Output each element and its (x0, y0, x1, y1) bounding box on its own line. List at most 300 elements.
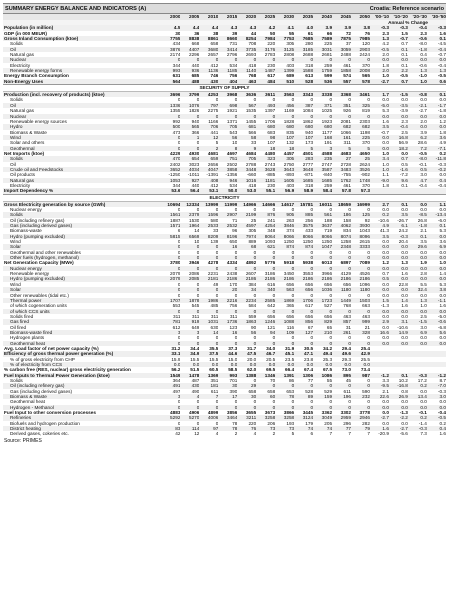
cell-value: 17.2 (417, 378, 427, 383)
cell-value: 22.8 (398, 281, 408, 287)
cell-value: 0 (348, 207, 352, 212)
cell-value: 311 (343, 140, 352, 146)
cell-value: 186 (332, 212, 351, 217)
cell-value: 46.7 (256, 351, 275, 356)
cell-value: 0.0 (180, 362, 199, 367)
cell-value: 0 (313, 57, 332, 62)
cell-value: 1.0 (420, 303, 427, 309)
cell-value: 3258 (275, 415, 294, 420)
cell-value: 0.1 (408, 234, 427, 239)
cell-value: 15.5 (190, 356, 200, 362)
cell-value: 0 (272, 292, 276, 298)
cell-value: 751 (218, 156, 237, 161)
cell-value: 0.0 (420, 292, 427, 298)
cell-value: 4 (215, 431, 219, 437)
cell-value: 58.9 (294, 188, 313, 194)
cell-value: 50.0 (218, 188, 237, 194)
cell-value: -0.1 (418, 410, 427, 416)
cell-value: 3563 (275, 92, 294, 98)
row-label: Oil (3, 47, 162, 52)
cell-value: 0 (332, 383, 351, 388)
cell-value: 2186 (275, 276, 294, 281)
cell-value: 67 (307, 324, 314, 330)
cell-value: 109 (275, 330, 294, 335)
cell-value: 0 (291, 207, 295, 212)
cell-value: 0 (272, 249, 276, 255)
cell-value: 0.0 (427, 405, 446, 410)
cell-value: 2086 (188, 271, 200, 277)
cell-value: 534 (229, 62, 238, 68)
cell-value: 1198 (359, 129, 370, 135)
cell-value: 3680 (199, 47, 218, 52)
cell-value: 0 (275, 309, 294, 314)
cell-value: 3.4 (370, 156, 389, 161)
cell-value: 2296 (188, 52, 200, 58)
cell-value: 0.0 (382, 292, 389, 298)
cell-value: 351 (332, 103, 351, 108)
cell-value: 0 (294, 57, 313, 62)
cell-value: 7985 (351, 36, 370, 41)
cell-value: 92 (364, 217, 370, 223)
cell-value: 0.0 (382, 399, 389, 405)
cell-value: 0.7 (389, 79, 408, 85)
cell-value: 89 (294, 394, 313, 399)
cell-value: 1487 (256, 68, 275, 73)
cell-value: 1862 (302, 118, 314, 124)
cell-value: 2.8 (420, 271, 427, 277)
cell-value: 993 (162, 68, 181, 73)
cell-value: 344 (172, 182, 181, 188)
cell-value: 0.0 (401, 399, 408, 405)
cell-value: 1828 (283, 118, 295, 124)
cell-value: 580 (210, 217, 219, 223)
cell-value: 4899 (207, 410, 219, 416)
cell-value: 0.0 (439, 172, 446, 178)
cell-value: 430 (199, 79, 218, 85)
cell-value: 34.4 (190, 345, 200, 351)
cell-value: -1250 (168, 172, 181, 178)
cell-value: 193 (286, 420, 295, 426)
cell-value: 2186 (237, 276, 256, 281)
cell-value: 2 (234, 431, 238, 437)
cell-value: 1 (180, 135, 199, 140)
row-label: Geothermal heat (3, 341, 162, 346)
cell-value: 2693 (245, 52, 257, 58)
cell-value: 0.0 (332, 362, 351, 367)
row-label: Nuclear energy (3, 266, 162, 271)
cell-value: -0.3 (408, 373, 427, 378)
cell-value: 25 (351, 156, 370, 161)
cell-value: 73 (256, 426, 275, 431)
cell-value: 0.0 (439, 399, 446, 405)
cell-value: 408 (199, 178, 218, 183)
cell-value: -660 (246, 172, 257, 178)
cell-value: 1.9 (420, 260, 427, 266)
cell-value: 3023 (188, 161, 200, 167)
cell-value: 0.0 (389, 341, 408, 346)
cell-value: 0.0 (382, 207, 389, 212)
cell-value: 7974 (237, 234, 256, 239)
cell-value: 1016 (237, 178, 256, 183)
row-label: Wind (10, 239, 21, 245)
cell-value: 1.3 (401, 260, 408, 266)
column-header: '20-'30 (408, 14, 427, 20)
cell-value: 0 (313, 405, 332, 410)
cell-value: 654 (180, 156, 199, 161)
cell-value: 2796 (226, 52, 238, 58)
cell-value: 36 (194, 30, 200, 36)
cell-value: 701 (229, 378, 238, 383)
cell-value: 0.0 (370, 309, 389, 314)
cell-value: 0 (351, 266, 370, 271)
cell-value: 1923 (321, 118, 333, 124)
cell-value: -0.7 (380, 129, 389, 135)
column-header: 2040 (313, 14, 332, 20)
cell-value: 0.0 (294, 362, 313, 367)
cell-value: 76 (237, 426, 256, 431)
cell-value: 0.0 (408, 276, 427, 281)
cell-value: 0 (291, 292, 295, 298)
row-label: Renewable energy (10, 271, 50, 277)
cell-value: 0 (199, 57, 218, 62)
cell-value: 8.7 (439, 378, 446, 383)
energy-balance-table (3, 14, 446, 437)
cell-value: 680 (294, 124, 313, 129)
cell-value: 0 (199, 266, 218, 271)
cell-value: 430 (180, 383, 199, 388)
row-label: Geothermal heat (10, 399, 45, 405)
cell-value: 14666 (256, 201, 275, 207)
cell-value: 527 (324, 303, 333, 309)
cell-value: 0.0 (382, 239, 389, 245)
cell-value: 0.4 (427, 178, 446, 183)
row-label: % of gross electricity from CHP (10, 356, 75, 362)
cell-value: 31.9 (285, 345, 295, 351)
cell-value: 0 (367, 378, 370, 383)
cell-value: 4.7 (408, 178, 427, 183)
cell-value: 2.1 (420, 228, 427, 234)
cell-value: 0 (177, 140, 181, 146)
row-label: Efficiency of gross thermal power generation (%) (3, 351, 162, 356)
cell-value: 3414 (218, 47, 237, 52)
cell-value: 612 (172, 324, 181, 330)
row-label: Hydro (3, 124, 162, 129)
cell-value: 2186 (351, 276, 370, 281)
cell-value: 86 (288, 378, 295, 383)
cell-value: 0.4 (427, 426, 446, 431)
cell-value: 1.3 (408, 298, 427, 303)
cell-value: 0.0 (370, 405, 389, 410)
cell-value: 993 (218, 373, 237, 378)
cell-value: 0.0 (401, 420, 408, 426)
cell-value: 768 (248, 73, 257, 79)
cell-value: 0.2 (408, 383, 427, 388)
cell-value: 6897 (340, 260, 352, 266)
cell-value: 13.4 (408, 394, 427, 399)
cell-value: 0 (196, 420, 200, 426)
cell-value: -0.3 (437, 388, 446, 394)
cell-value: 0 (162, 114, 181, 119)
cell-value: 3930 (351, 223, 370, 228)
cell-value: 557 (332, 79, 351, 85)
cell-value: 90 (251, 324, 257, 330)
cell-value: 0.0 (427, 309, 446, 314)
cell-value: -6.8 (437, 324, 446, 330)
cell-value: -2.2 (389, 415, 408, 420)
cell-value: 0.0 (382, 420, 389, 426)
cell-value: 3628 (256, 167, 275, 172)
cell-value: 3575 (294, 223, 313, 228)
cell-value: 0 (275, 405, 294, 410)
cell-value: 30 (175, 30, 181, 36)
cell-value: 4.5 (162, 25, 181, 30)
cell-value: -5.0 (370, 103, 389, 108)
cell-value: -0.3 (427, 25, 446, 30)
cell-value: 461 (343, 62, 352, 68)
cell-value: 107 (294, 135, 313, 140)
cell-value: 16.8 (389, 135, 408, 140)
cell-value: 6.2 (408, 135, 427, 140)
cell-value: 0.0 (199, 362, 218, 367)
cell-value: 0 (351, 405, 370, 410)
cell-value: 4334 (226, 260, 238, 266)
cell-value: 29.3 (341, 356, 352, 362)
cell-value: 7 (329, 431, 333, 437)
cell-value: 611 (210, 388, 219, 394)
cell-value: 28.6 (417, 140, 427, 146)
cell-value: 1.4 (439, 271, 446, 277)
cell-value: -26.7 (397, 217, 408, 223)
cell-value: -0.5 (427, 415, 446, 420)
cell-value: 3.9 (420, 129, 427, 135)
cell-value: 37.3 (228, 345, 238, 351)
cell-value: 2488 (340, 52, 352, 58)
cell-value: 584 (248, 303, 257, 309)
cell-value: 7.3 (420, 431, 427, 437)
cell-value: -20.9 (378, 431, 389, 437)
cell-value: 746 (210, 73, 219, 79)
cell-value: -1.5 (408, 319, 427, 324)
cell-value: 78 (218, 426, 237, 431)
row-label: Hydrogen - Methanol (3, 405, 162, 410)
cell-value: -0.5 (370, 47, 389, 52)
cell-value: 0 (196, 399, 200, 405)
cell-value: 3648 (294, 167, 313, 172)
cell-value: 835 (286, 129, 295, 135)
cell-value: 181 (199, 383, 218, 388)
cell-value: 1336 (162, 103, 181, 108)
row-label: Nuclear energy (10, 207, 42, 212)
cell-value: 0 (218, 114, 237, 119)
cell-value: 656 (324, 281, 333, 287)
row-label: Solar (3, 244, 162, 249)
cell-value: 318 (305, 62, 314, 68)
cell-value: -0.5 (418, 150, 427, 156)
cell-value: 1.0 (382, 161, 389, 167)
cell-value: -1.7 (427, 103, 446, 108)
cell-value: 230 (267, 182, 276, 188)
cell-value: 3186 (264, 271, 276, 277)
cell-value: 0.0 (382, 313, 389, 319)
cell-value: -1.4 (418, 420, 427, 426)
cell-value: -2.1 (408, 103, 427, 108)
cell-value: 220 (267, 41, 276, 47)
cell-value: 56.9 (398, 140, 408, 146)
cell-value: 1.6 (439, 30, 446, 36)
cell-value: 0.0 (389, 57, 408, 62)
cell-value: 708 (248, 41, 257, 47)
cell-value: 0 (275, 114, 294, 119)
cell-value: -4.5 (437, 41, 446, 47)
cell-value: 328 (351, 330, 370, 335)
cell-value: 0.0 (389, 114, 408, 119)
cell-value: 0 (180, 405, 199, 410)
cell-value: 1180 (332, 287, 351, 292)
cell-value: 32.4 (408, 287, 427, 292)
cell-value: 1986 (199, 298, 218, 303)
cell-value: 72 (345, 30, 352, 36)
cell-value: 67.5 (322, 367, 333, 373)
cell-value: 0 (199, 405, 218, 410)
cell-value: -0.7 (437, 52, 446, 58)
cell-value: 0 (180, 57, 199, 62)
cell-value: 0 (180, 266, 199, 271)
cell-value: 3185 (294, 47, 313, 52)
cell-value: 25.5 (360, 356, 370, 362)
cell-value: 895 (332, 373, 351, 378)
cell-value: 574 (343, 73, 352, 79)
cell-value: 188 (324, 217, 333, 223)
cell-value: 0 (237, 405, 256, 410)
cell-value: 0.0 (389, 244, 408, 249)
cell-value: 69.5 (266, 367, 276, 373)
cell-value: 1136 (199, 68, 218, 73)
row-label: Natural gas (10, 52, 34, 58)
cell-value: 680 (275, 124, 294, 129)
cell-value: -1391 (206, 172, 219, 178)
cell-value: 0 (332, 114, 351, 119)
column-header: 2020 (237, 14, 256, 20)
cell-value: 27 (332, 156, 351, 161)
cell-value: 8066 (294, 234, 313, 239)
cell-value: 13999 (199, 201, 218, 207)
cell-value: 45 (345, 378, 352, 383)
cell-value: 6 (177, 228, 181, 234)
cell-value: 8209 (199, 234, 218, 239)
cell-value: 0.0 (420, 399, 427, 405)
cell-value: 14617 (275, 201, 294, 207)
cell-value: 4650 (359, 150, 370, 156)
cell-value: 2424 (359, 52, 370, 58)
cell-value: 1858 (332, 68, 351, 73)
cell-value: 698 (218, 103, 237, 108)
cell-value: 348 (267, 228, 276, 234)
cell-value: 564 (162, 79, 181, 85)
cell-value: 1166 (208, 118, 219, 124)
cell-value: 225 (351, 135, 370, 140)
cell-value: 2379 (180, 212, 199, 217)
cell-value: 2.2 (389, 68, 408, 73)
cell-value: 97 (199, 426, 218, 431)
cell-value: 8861 (199, 36, 218, 41)
cell-value: 0.0 (401, 97, 408, 103)
cell-value: 0 (199, 255, 218, 260)
cell-value: 2788 (245, 161, 257, 167)
cell-value: 3637 (313, 223, 332, 228)
column-header: 2000 (162, 14, 181, 20)
cell-value: 441 (210, 129, 219, 135)
cell-value: 0.0 (370, 266, 389, 271)
cell-value: 683 (267, 129, 276, 135)
cell-value: 5270 (180, 415, 199, 420)
column-header: 2030 (275, 14, 294, 20)
cell-value: 936 (180, 68, 199, 73)
cell-value: 1140 (237, 68, 256, 73)
column-header: 2015 (218, 14, 237, 20)
cell-value: 0 (215, 420, 219, 426)
row-label: Geothermal and other renewables (10, 249, 81, 255)
cell-value: 0.0 (427, 234, 446, 239)
cell-value: 3 (162, 330, 181, 335)
cell-value: 0 (291, 249, 295, 255)
cell-value: 241 (267, 217, 276, 223)
cell-value: 0 (367, 292, 370, 298)
cell-value: 2199 (237, 212, 256, 217)
cell-value: 16 (218, 330, 237, 335)
cell-value: 0.5 (408, 167, 427, 172)
cell-value: 682 (351, 124, 370, 129)
row-label: Production (incl. recovery of products) (ktoe) (3, 92, 162, 98)
cell-value: 2186 (218, 276, 237, 281)
cell-value: 0.0 (389, 309, 408, 314)
cell-value: 256 (305, 217, 314, 223)
cell-value: 4.4 (180, 25, 199, 30)
cell-value: 0 (237, 57, 256, 62)
cell-value: 1397 (264, 108, 276, 114)
cell-value: 3049 (313, 415, 332, 420)
cell-value: 2081 (340, 118, 352, 124)
cell-value: 0 (294, 255, 313, 260)
cell-value: 0.0 (256, 362, 275, 367)
cell-value: 889 (248, 239, 257, 245)
cell-value: 7755 (162, 36, 181, 41)
cell-value: 630 (210, 324, 219, 330)
cell-value: 5.3 (439, 281, 446, 287)
cell-value: 1707 (162, 298, 181, 303)
cell-value: 311 (229, 313, 238, 319)
cell-value: 8254 (237, 36, 256, 41)
cell-value: 0.0 (162, 362, 181, 367)
cell-value: 73.4 (360, 367, 370, 373)
cell-value: 2747 (321, 161, 333, 167)
cell-value: 0 (329, 335, 333, 341)
cell-value: 311 (210, 313, 219, 319)
row-label: Hydrogen plants (10, 335, 45, 341)
cell-value: 0.0 (408, 57, 427, 62)
cell-value: 857 (332, 319, 351, 324)
cell-value: 76 (364, 30, 370, 36)
cell-value: -0.4 (437, 182, 446, 188)
cell-value: 14966 (237, 201, 256, 207)
cell-value: 0.2 (439, 420, 446, 426)
cell-value: 3 (313, 146, 332, 151)
cell-value: 29.4 (341, 345, 352, 351)
cell-value: 1.6 (439, 431, 446, 437)
cell-value: 3125 (275, 47, 294, 52)
cell-value: 5918 (283, 260, 295, 266)
cell-value: 305 (275, 156, 294, 161)
row-label: Natural gas (10, 108, 34, 114)
